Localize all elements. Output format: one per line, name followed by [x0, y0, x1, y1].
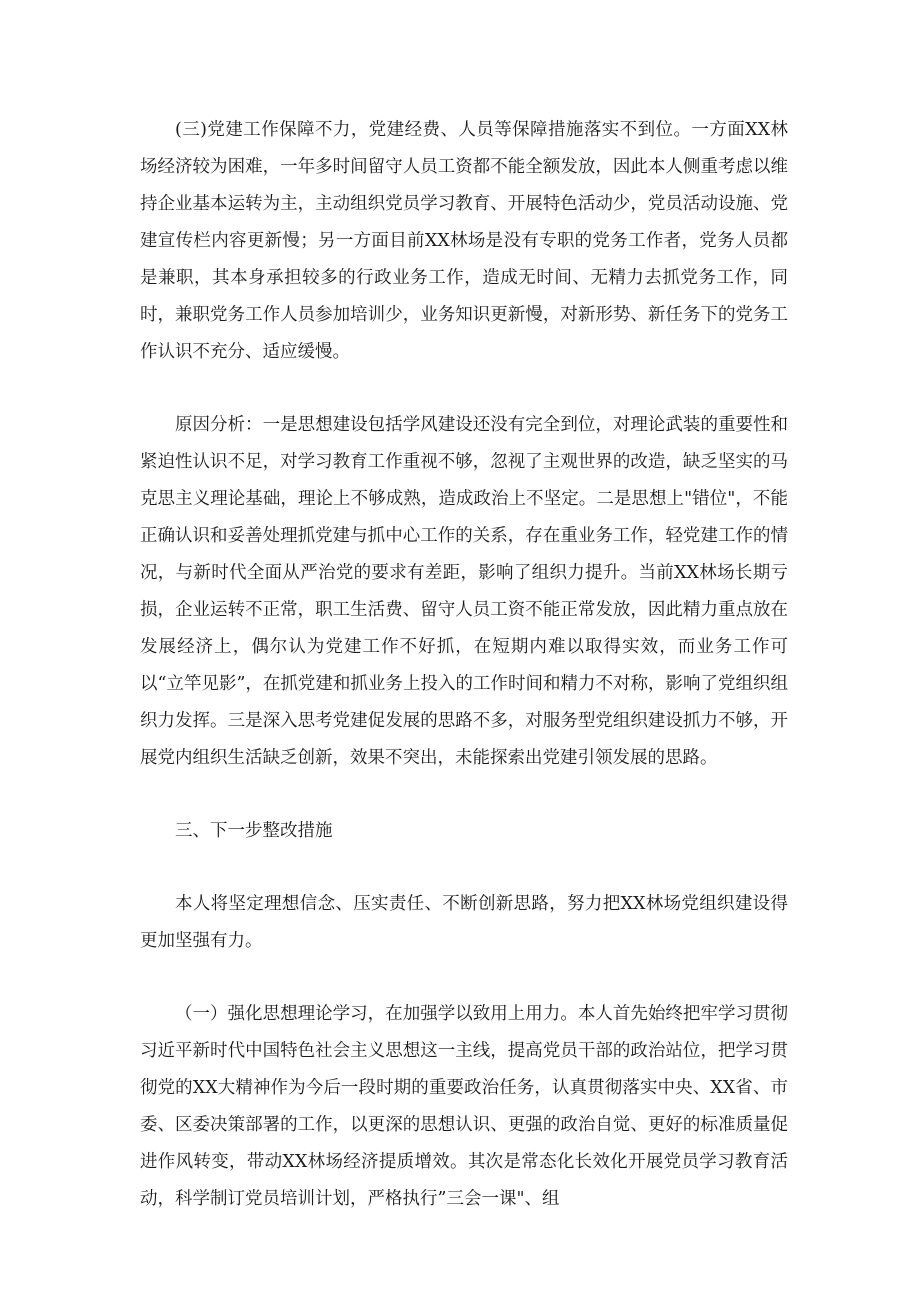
section-heading-next-steps: 三、下一步整改措施 [175, 821, 333, 841]
paragraph-guarantee-issues: (三)党建工作保障不力，党建经费、人员等保障措施落实不到位。一方面XX林场经济较为困难，一年多时间留守人员工资都不能全额发放，因此本人侧重考虑以维持企业基本运转为主，主动组织党员学习教育、开展特色活动少，党员活动设施、党建宣传栏内容更新慢；另一方面目前XX林场是没有专职的党务工作者，党务人员都是兼职，其本身承担较多的行政业务工作，造成无时间、无精力去抓党务工作，同时，兼职党务工作人员参加培训少，业务知识更新慢，对新形势、新任务下的党务工作认识不充分、适应缓慢。 [140, 120, 788, 362]
document-body [140, 112, 788, 1218]
paragraph-theory-study: （一）强化思想理论学习，在加强学以致用上用力。本人首先始终把牢学习贯彻习近平新时代中国特色社会主义思想这一主线，提高党员干部的政治站位，把学习贯彻党的XX大精神作为今后一段时期的重要政治任务，认真贯彻落实中央、XX省、市委、区委决策部署的工作，以更深的思想认识、更强的政治自觉、更好的标准质量促进作风转变，带动XX林场经济提质增效。其次是常态化长效化开展党员学习教育活动，科学制订党员培训计划，严格执行”三会一课"、组 [140, 1004, 788, 1209]
paragraph-commitment: 本人将坚定理想信念、压实责任、不断创新思路，努力把XX林场党组织建设得更加坚强有力。 [140, 894, 788, 951]
paragraph-cause-analysis: 原因分析：一是思想建设包括学风建设还没有完全到位，对理论武装的重要性和紧迫性认识不足，对学习教育工作重视不够，忽视了主观世界的改造，缺乏坚实的马克思主义理论基础，理论上不够成熟，造成政治上不坚定。二是思想上"错位"，不能正确认识和妥善处理抓党建与抓中心工作的关系，存在重业务工作，轻党建工作的情况，与新时代全面从严治党的要求有差距，影响了组织力提升。当前XX林场长期亏损，企业运转不正常，职工生活费、留守人员工资不能正常发放，因此精力重点放在发展经济上，偶尔认为党建工作不好抓，在短期内难以取得实效，而业务工作可以“立竿见影”，在抓党建和抓业务上投入的工作时间和精力不对称，影响了党组织组织力发挥。三是深入思考党建促发展的思路不多，对服务型党组织建设抓力不够，开展党内组织生活缺乏创新，效果不突出，未能探索出党建引领发展的思路。 [140, 415, 788, 768]
